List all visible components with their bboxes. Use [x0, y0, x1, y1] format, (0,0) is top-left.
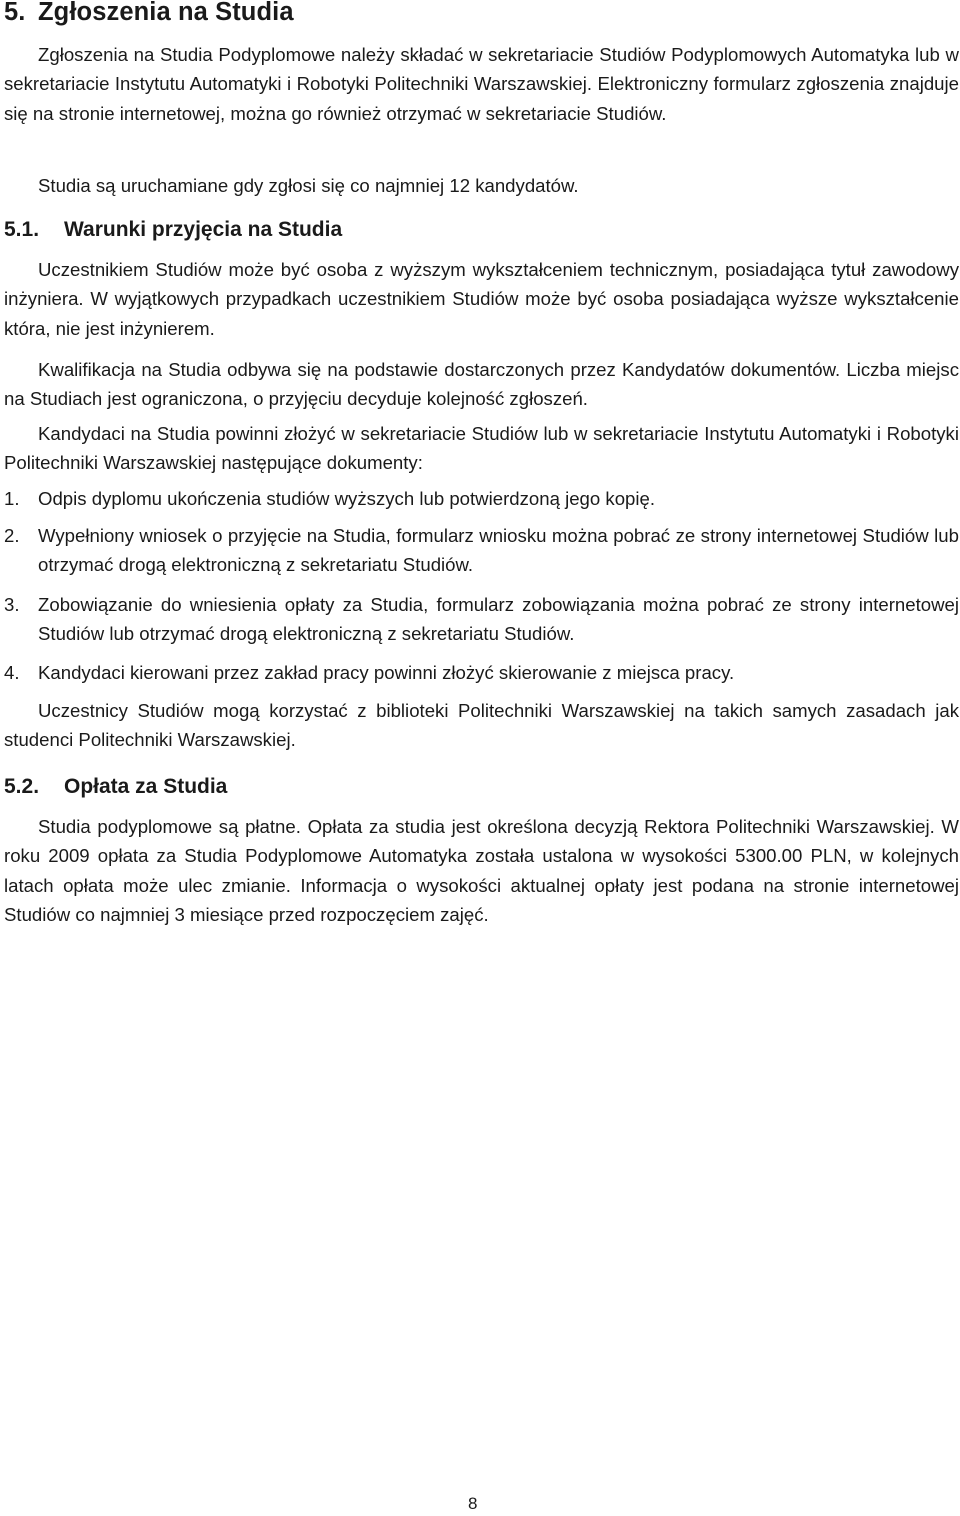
list-item-text: Wypełniony wniosek o przyjęcie na Studia, formularz wniosku można pobrać ze strony internetowej Studiów lub otrzymać drogą elektroniczną z sekretariatu Studiów.	[38, 525, 959, 576]
list-item	[4, 658, 959, 687]
list-item	[4, 484, 959, 513]
subsection-paragraph: Uczestnikiem Studiów może być osoba z wyższym wykształceniem technicznym, posiadająca tytuł zawodowy inżyniera. W wyjątkowych przypadkach uczestnikiem Studiów może być osoba posiadająca wyższe wykształcenie która, nie jest inżynierem.	[4, 259, 959, 339]
subsection-paragraph: Kwalifikacja na Studia odbywa się na podstawie dostarczonych przez Kandydatów dokumentów. Liczba miejsc na Studiach jest ograniczona, o przyjęciu decyduje kolejność zgłoszeń.	[4, 359, 959, 410]
list-item	[4, 521, 959, 580]
page-number: 8	[468, 1494, 478, 1513]
list-item-number: 2.	[4, 525, 20, 546]
section-paragraph: Studia są uruchamiane gdy zgłosi się co najmniej 12 kandydatów.	[38, 175, 579, 196]
subsection-heading	[4, 774, 227, 800]
list-item	[4, 590, 959, 649]
subsection-title: Warunki przyjęcia na Studia	[64, 218, 343, 241]
subsection-title: Opłata za Studia	[64, 775, 228, 798]
list-item-text: Kandydaci kierowani przez zakład pracy powinni złożyć skierowanie z miejsca pracy.	[38, 662, 735, 683]
section-title: Zgłoszenia na Studia	[38, 0, 294, 26]
list-item-number: 1.	[4, 488, 20, 509]
subsection-number: 5.2.	[4, 775, 40, 798]
section-number: 5.	[4, 0, 26, 26]
list-item-text: Odpis dyplomu ukończenia studiów wyższych lub potwierdzoną jego kopię.	[38, 488, 656, 509]
section-heading	[4, 0, 294, 27]
list-item-number: 4.	[4, 662, 20, 683]
section-paragraph: Zgłoszenia na Studia Podyplomowe należy składać w sekretariacie Studiów Podyplomowych Automatyka lub w sekretariacie Instytutu Automatyki i Robotyki Politechniki Warszawskiej. Elektroniczny formularz zgłoszenia znajduje się na stronie internetowej, można go również otrzymać w sekretariacie Studiów.	[4, 44, 959, 124]
subsection-paragraph: Kandydaci na Studia powinni złożyć w sekretariacie Studiów lub w sekretariacie Instytutu Automatyki i Robotyki Politechniki Warszawskiej następujące dokumenty:	[4, 423, 959, 474]
subsection-paragraph: Uczestnicy Studiów mogą korzystać z biblioteki Politechniki Warszawskiej na takich samych zasadach jak studenci Politechniki Warszawskiej.	[4, 700, 959, 751]
subsection-heading	[4, 217, 342, 243]
list-item-number: 3.	[4, 594, 20, 615]
subsection-paragraph: Studia podyplomowe są płatne. Opłata za studia jest określona decyzją Rektora Politechniki Warszawskiej. W roku 2009 opłata za Studia Podyplomowe Automatyka została ustalona w wysokości 5300.00 PLN, w kolejnych latach opłata może ulec zmianie. Informacja o wysokości aktualnej opłaty jest podana na stronie internetowej Studiów co najmniej 3 miesiące przed rozpoczęciem zajęć.	[4, 816, 959, 926]
list-item-text: Zobowiązanie do wniesienia opłaty za Studia, formularz zobowiązania można pobrać ze strony internetowej Studiów lub otrzymać drogą elektroniczną z sekretariatu Studiów.	[38, 594, 959, 645]
subsection-number: 5.1.	[4, 218, 40, 241]
